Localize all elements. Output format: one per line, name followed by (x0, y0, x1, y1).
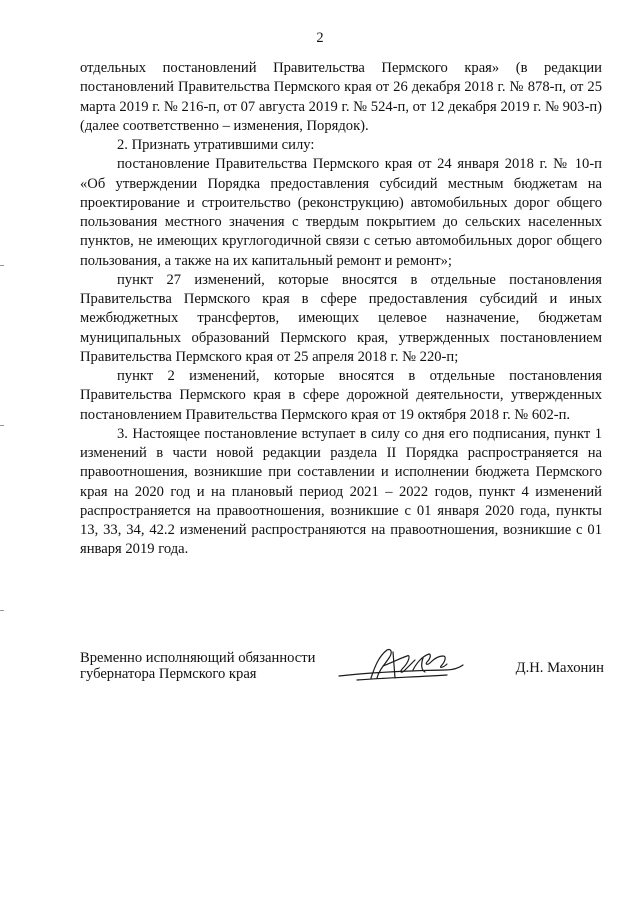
paragraph-repealed-point-2: пункт 2 изменений, которые вносятся в отдельные постановления Правительства Пермского края в сфере дорожной деятельности, утвержденных постановлением Правительства Пермского края от 19 октября 2018 г. № 602-п. (80, 368, 602, 423)
paragraph-intro-continuation: отдельных постановлений Правительства Пермского края» (в редакции постановлений Правительства Пермского края от 26 декабря 2018 г. № 878-п, от 25 марта 2019 г. № 216-п, от 07 августа 2019 г. № 524-п, от 12 декабря 2019 г. № 903-п) (далее соответственно – изменения, Порядок). (80, 60, 602, 134)
paragraph-item-2: 2. Признать утратившими силу: (117, 137, 315, 153)
signatory-title (80, 650, 315, 682)
document-body (80, 59, 602, 560)
paragraph-item-3: 3. Настоящее постановление вступает в силу со дня его подписания, пункт 1 изменений в части новой редакции раздела II Порядка распространяется на правоотношения, возникшие при составлении и исполнении бюджета Пермского края на 2020 год и на плановый период 2021 – 2022 годов, пункт 4 изменений распространяется на правоотношения, возникшие с 01 января 2020 года, пункты 13, 33, 34, 42.2 изменений распространяются на правоотношения, возникшие с 01 января 2019 года. (80, 425, 602, 558)
signature-block (80, 650, 604, 690)
signatory-title-line-2: губернатора Пермского края (80, 666, 257, 682)
paragraph-repealed-resolution: постановление Правительства Пермского края от 24 января 2018 г. № 10-п «Об утверждении Порядка предоставления субсидий местным бюджетам на проектирование и строительство (реконструкцию) автомобильных дорог общего пользования местного значения с твердым покрытием до сельских населенных пунктов, не имеющих круглогодичной связи с сетью автомобильных дорог общего пользования, а также на их капитальный ремонт и ремонт»; (80, 156, 602, 269)
handwritten-signature (335, 644, 470, 690)
paragraph-repealed-point-27: пункт 27 изменений, которые вносятся в отдельные постановления Правительства Пермского края в сфере предоставления субсидий и иных межбюджетных трансфертов, имеющих целевое назначение, бюджетам муниципальных образований Пермского края, утвержденных постановлением Правительства Пермского края от 25 апреля 2018 г. № 220-п; (80, 271, 602, 365)
page-number: 2 (316, 30, 324, 46)
left-edge-scan-mark (0, 610, 4, 611)
left-edge-scan-mark (0, 425, 4, 426)
signatory-title-line-1: Временно исполняющий обязанности (80, 650, 316, 666)
left-edge-scan-mark (0, 265, 4, 266)
signatory-name: Д.Н. Махонин (515, 660, 604, 676)
